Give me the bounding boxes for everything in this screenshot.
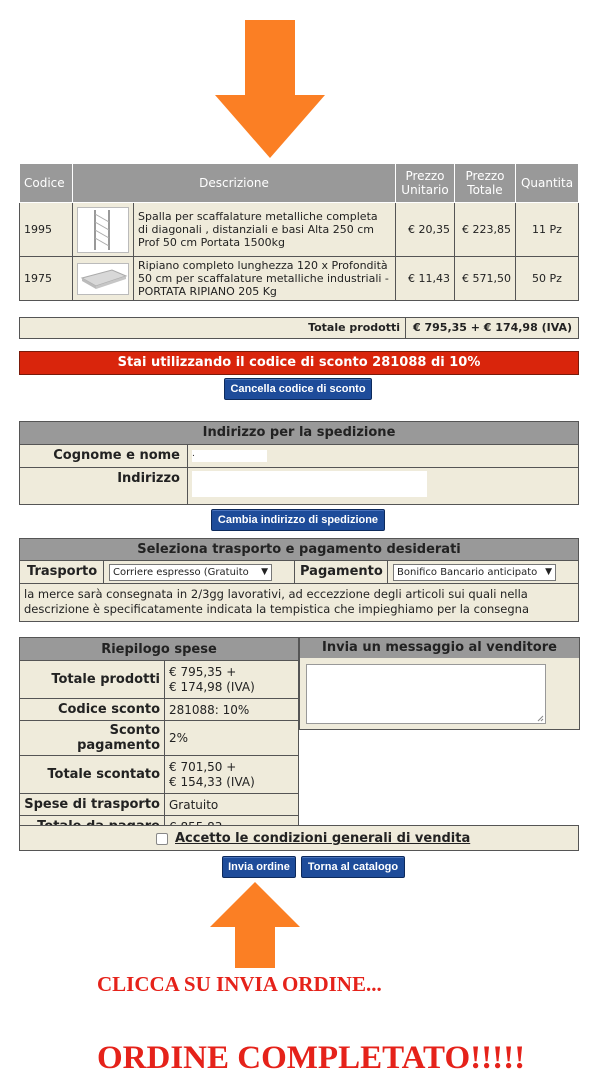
resize-handle-icon[interactable] xyxy=(537,715,544,722)
table-row xyxy=(20,203,579,257)
delivery-note-row xyxy=(20,583,578,620)
col-header-qty: Quantita xyxy=(516,164,579,203)
col-header-total-price: Prezzo Totale xyxy=(455,164,516,203)
summary-row xyxy=(20,721,299,756)
summary-label: Codice sconto xyxy=(20,699,165,721)
row-total-price: € 223,85 xyxy=(455,203,516,257)
transport-select-value: Corriere espresso (Gratuito xyxy=(113,567,249,578)
discount-banner: Stai utilizzando il codice di sconto 281088 di 10% xyxy=(19,351,579,375)
total-products-value: € 795,35 + € 174,98 (IVA) xyxy=(413,321,572,334)
summary-row xyxy=(20,756,299,794)
divider xyxy=(294,561,295,583)
shelf-panel-image xyxy=(77,263,129,295)
payment-select-value: Bonifico Bancario anticipato xyxy=(397,567,538,578)
summary-value: Gratuito xyxy=(165,794,299,816)
arrow-up-icon xyxy=(210,882,300,968)
address-label: Indirizzo xyxy=(117,471,180,486)
row-unit-price: € 11,43 xyxy=(396,257,455,301)
summary-label: Totale prodotti xyxy=(20,661,165,699)
col-header-unit-price: Prezzo Unitario xyxy=(396,164,455,203)
name-field[interactable]: . xyxy=(192,450,267,462)
summary-value: € 701,50 + € 154,33 (IVA) xyxy=(165,756,299,794)
product-thumbnail[interactable] xyxy=(73,257,134,301)
address-row xyxy=(20,467,578,504)
transport-title: Seleziona trasporto e pagamento desiderati xyxy=(20,539,578,560)
payment-select[interactable] xyxy=(393,564,556,581)
summary-label: Sconto pagamento xyxy=(20,721,165,756)
divider xyxy=(405,318,406,338)
shelf-upright-image xyxy=(77,207,129,253)
order-completed-text: ORDINE COMPLETATO!!!!! xyxy=(97,1040,526,1076)
summary-value: 281088: 10% xyxy=(165,699,299,721)
divider xyxy=(187,468,188,504)
shipping-title: Indirizzo per la spedizione xyxy=(20,422,578,444)
summary-value: 2% xyxy=(165,721,299,756)
total-products-bar xyxy=(19,317,579,339)
row-qty: 50 Pz xyxy=(516,257,579,301)
address-field[interactable] xyxy=(192,471,427,497)
message-panel xyxy=(299,637,580,730)
divider xyxy=(103,561,104,583)
row-code: 1975 xyxy=(20,257,73,301)
col-header-desc: Descrizione xyxy=(73,164,396,203)
chevron-down-icon: ▼ xyxy=(258,565,268,580)
click-instruction-text: CLICCA SU INVIA ORDINE... xyxy=(97,972,382,996)
summary-row xyxy=(20,699,299,721)
chevron-down-icon: ▼ xyxy=(542,565,552,580)
divider xyxy=(187,445,188,467)
divider xyxy=(387,561,388,583)
summary-label: Spese di trasporto xyxy=(20,794,165,816)
terms-checkbox[interactable] xyxy=(156,833,168,845)
payment-label: Pagamento xyxy=(300,564,383,579)
row-qty: 11 Pz xyxy=(516,203,579,257)
back-to-catalog-button[interactable]: Torna al catalogo xyxy=(301,856,405,878)
row-total-price: € 571,50 xyxy=(455,257,516,301)
transport-select[interactable] xyxy=(109,564,272,581)
message-textarea[interactable] xyxy=(306,664,546,724)
submit-order-button[interactable]: Invia ordine xyxy=(222,856,296,878)
message-title: Invia un messaggio al venditore xyxy=(300,638,579,658)
shipping-address-panel xyxy=(19,421,579,505)
cart-table xyxy=(19,163,579,301)
product-thumbnail[interactable] xyxy=(73,203,134,257)
summary-title: Riepilogo spese xyxy=(20,638,299,661)
row-desc: Spalla per scaffalature metalliche completa di diagonali , distanziali e basi Alta 250 cm Prof 50 cm Portata 1500kg xyxy=(134,203,396,257)
terms-link[interactable]: Accetto le condizioni generali di vendita xyxy=(175,831,471,846)
summary-value: € 795,35 + € 174,98 (IVA) xyxy=(165,661,299,699)
transport-label: Trasporto xyxy=(27,564,98,579)
summary-row xyxy=(20,794,299,816)
col-header-code: Codice xyxy=(20,164,73,203)
change-address-button[interactable]: Cambia indirizzo di spedizione xyxy=(211,509,385,531)
terms-row xyxy=(19,825,579,851)
table-row xyxy=(20,257,579,301)
summary-row xyxy=(20,661,299,699)
name-row xyxy=(20,444,578,467)
summary-table xyxy=(19,637,299,838)
transport-payment-panel xyxy=(19,538,579,622)
transport-row xyxy=(20,560,578,583)
total-products-label: Totale prodotti xyxy=(308,321,400,334)
cancel-discount-button[interactable]: Cancella codice di sconto xyxy=(224,378,372,400)
row-desc: Ripiano completo lunghezza 120 x Profondità 50 cm per scaffalature metalliche industriali - PORTATA RIPIANO 205 Kg xyxy=(134,257,396,301)
row-unit-price: € 20,35 xyxy=(396,203,455,257)
delivery-note: la merce sarà consegnata in 2/3gg lavorativi, ad eccezzione degli articoli sui quali nella descrizione è specificatamente indicata la tempistica che impieghiamo per la consegna xyxy=(24,587,529,616)
summary-label: Totale scontato xyxy=(20,756,165,794)
name-label: Cognome e nome xyxy=(53,448,180,463)
arrow-down-icon xyxy=(215,20,325,160)
row-code: 1995 xyxy=(20,203,73,257)
